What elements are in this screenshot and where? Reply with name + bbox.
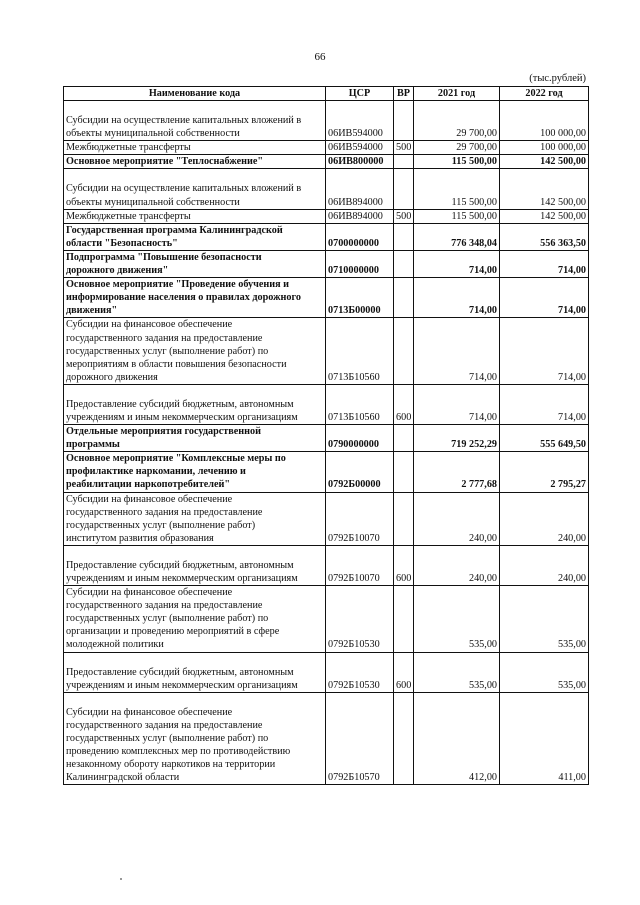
cell-name-line: незаконному обороту наркотиков на территории — [66, 759, 276, 771]
cell-name — [64, 384, 326, 424]
cell-code: 0792Б10570 — [326, 692, 394, 785]
page-number: 66 — [314, 51, 326, 63]
table-row — [64, 141, 589, 155]
cell-name-line: Субсидии на финансовое обеспечение — [66, 319, 233, 331]
header-2022: 2022 год — [500, 87, 589, 101]
cell-2022: 100 000,00 — [500, 141, 589, 155]
cell-name — [64, 452, 326, 492]
cell-name-line: объекты муниципальной собственности — [66, 196, 240, 208]
cell-2022: 555 649,50 — [500, 425, 589, 452]
cell-name-line: информирование населения о правилах дорожного — [66, 292, 301, 304]
cell-2022: 714,00 — [500, 278, 589, 318]
cell-name-line — [66, 653, 323, 666]
cell-vr — [394, 318, 414, 384]
cell-vr — [394, 278, 414, 318]
cell-code: 0700000000 — [326, 223, 394, 250]
cell-2022: 714,00 — [500, 250, 589, 277]
cell-name-line: государственного задания на предоставление — [66, 332, 263, 344]
cell-code: 0713Б00000 — [326, 278, 394, 318]
cell-name-line: учреждениям и иным некоммерческим организациям — [66, 679, 298, 691]
cell-name-line: институтом развития образования — [66, 532, 214, 544]
cell-2022: 535,00 — [500, 586, 589, 652]
cell-name-line: государственного задания на предоставление — [66, 600, 263, 612]
cell-name-line: Субсидии на финансовое обеспечение — [66, 493, 233, 505]
cell-vr: 500 — [394, 141, 414, 155]
cell-2021: 29 700,00 — [414, 101, 500, 141]
cell-name-line: государственных услуг (выполнение работ) по — [66, 345, 269, 357]
cell-2021: 535,00 — [414, 586, 500, 652]
cell-name-line: программы — [66, 439, 120, 451]
table-row — [64, 101, 589, 141]
cell-code: 06ИВ594000 — [326, 141, 394, 155]
cell-vr: 600 — [394, 545, 414, 585]
table-body — [64, 101, 589, 785]
cell-name-line: дорожного движения — [66, 371, 158, 383]
header-vr: ВР — [394, 87, 414, 101]
cell-name-line: Межбюджетные трансферты — [66, 142, 191, 154]
cell-name-line: государственных услуг (выполнение работ) — [66, 519, 256, 531]
cell-2021: 240,00 — [414, 545, 500, 585]
cell-2021: 240,00 — [414, 492, 500, 545]
cell-code: 0713Б10560 — [326, 318, 394, 384]
cell-name-line: государственных услуг (выполнение работ) по — [66, 732, 269, 744]
table-header-row — [64, 87, 589, 101]
cell-name — [64, 101, 326, 141]
table-row — [64, 692, 589, 785]
header-2021: 2021 год — [414, 87, 500, 101]
table-row — [64, 586, 589, 652]
cell-name-line: Подпрограмма "Повышение безопасности — [66, 251, 262, 263]
table-row — [64, 278, 589, 318]
table-row — [64, 318, 589, 384]
cell-name — [64, 492, 326, 545]
cell-vr: 600 — [394, 652, 414, 692]
cell-name-line: объекты муниципальной собственности — [66, 128, 240, 140]
cell-vr — [394, 155, 414, 169]
cell-name-line: учреждениям и иным некоммерческим организациям — [66, 573, 298, 584]
cell-name — [64, 586, 326, 652]
cell-vr — [394, 169, 414, 209]
table-row — [64, 209, 589, 223]
cell-name-line: Отдельные мероприятия государственной — [66, 426, 262, 438]
cell-2021: 115 500,00 — [414, 209, 500, 223]
table-row — [64, 652, 589, 692]
cell-name — [64, 652, 326, 692]
cell-name — [64, 155, 326, 169]
cell-name — [64, 545, 326, 585]
cell-name-line: Субсидии на финансовое обеспечение — [66, 706, 233, 718]
cell-2022: 240,00 — [500, 545, 589, 585]
cell-code: 0792Б10070 — [326, 545, 394, 585]
cell-name-line: Субсидии на осуществление капитальных вложений в — [66, 115, 302, 127]
cell-name-line: Межбюджетные трансферты — [66, 210, 191, 222]
cell-name-line: движения" — [66, 305, 118, 317]
cell-2021: 115 500,00 — [414, 169, 500, 209]
cell-name-line — [66, 169, 323, 182]
cell-name-line — [66, 101, 323, 114]
cell-name-line: государственных услуг (выполнение работ) по — [66, 613, 269, 625]
cell-vr: 600 — [394, 384, 414, 424]
table-row — [64, 425, 589, 452]
cell-2021: 535,00 — [414, 652, 500, 692]
cell-name-line: Основное мероприятие "Теплоснабжение" — [66, 156, 264, 168]
cell-name-line — [66, 546, 323, 559]
cell-code: 0792Б10070 — [326, 492, 394, 545]
cell-name — [64, 692, 326, 785]
cell-vr — [394, 452, 414, 492]
cell-name-line: Калининградской области — [66, 772, 180, 784]
table-row — [64, 250, 589, 277]
cell-2021: 714,00 — [414, 250, 500, 277]
cell-2021: 719 252,29 — [414, 425, 500, 452]
cell-2022: 240,00 — [500, 492, 589, 545]
cell-2022: 714,00 — [500, 318, 589, 384]
cell-vr — [394, 492, 414, 545]
cell-code: 0792Б00000 — [326, 452, 394, 492]
scan-speck — [120, 878, 122, 880]
cell-2021: 714,00 — [414, 384, 500, 424]
cell-name — [64, 278, 326, 318]
cell-2021: 2 777,68 — [414, 452, 500, 492]
cell-name-line: Предоставление субсидий бюджетным, автономным — [66, 398, 294, 410]
cell-name-line: дорожного движения" — [66, 265, 169, 277]
cell-code: 0710000000 — [326, 250, 394, 277]
cell-name-line: государственного задания на предоставление — [66, 719, 263, 731]
cell-2022: 142 500,00 — [500, 169, 589, 209]
cell-name-line — [66, 385, 323, 398]
cell-2021: 29 700,00 — [414, 141, 500, 155]
cell-name-line: государственного задания на предоставление — [66, 506, 263, 518]
table-row — [64, 169, 589, 209]
cell-name-line: Предоставление субсидий бюджетным, автономным — [66, 666, 294, 678]
cell-2022: 142 500,00 — [500, 155, 589, 169]
cell-2022: 142 500,00 — [500, 209, 589, 223]
cell-code: 06ИВ894000 — [326, 169, 394, 209]
header-code: ЦСР — [326, 87, 394, 101]
cell-2022: 411,00 — [500, 692, 589, 785]
cell-vr — [394, 250, 414, 277]
cell-name — [64, 250, 326, 277]
cell-2022: 556 363,50 — [500, 223, 589, 250]
cell-2022: 2 795,27 — [500, 452, 589, 492]
cell-code: 0713Б10560 — [326, 384, 394, 424]
budget-table — [63, 86, 589, 785]
cell-code: 0792Б10530 — [326, 586, 394, 652]
cell-code: 06ИВ800000 — [326, 155, 394, 169]
cell-vr — [394, 223, 414, 250]
cell-vr — [394, 425, 414, 452]
cell-2021: 714,00 — [414, 318, 500, 384]
unit-note: (тыс.рублей) — [529, 73, 586, 84]
cell-name-line: Основное мероприятие "Комплексные меры по — [66, 453, 286, 465]
table-row — [64, 545, 589, 585]
table-row — [64, 452, 589, 492]
cell-2022: 535,00 — [500, 652, 589, 692]
cell-name — [64, 425, 326, 452]
cell-name-line: Предоставление субсидий бюджетным, автономным — [66, 559, 294, 571]
header-name: Наименование кода — [64, 87, 326, 101]
cell-name-line — [66, 693, 323, 706]
cell-vr — [394, 101, 414, 141]
cell-name-line: Основное мероприятие "Проведение обучения и — [66, 279, 290, 291]
table-row — [64, 492, 589, 545]
cell-name-line: учреждениям и иным некоммерческим организациям — [66, 411, 298, 423]
cell-vr — [394, 586, 414, 652]
cell-code: 0792Б10530 — [326, 652, 394, 692]
cell-code: 06ИВ894000 — [326, 209, 394, 223]
cell-2021: 714,00 — [414, 278, 500, 318]
cell-name — [64, 169, 326, 209]
cell-2021: 776 348,04 — [414, 223, 500, 250]
cell-name-line: мероприятиям в области повышения безопасности — [66, 358, 287, 370]
cell-name-line: области "Безопасность" — [66, 237, 178, 249]
cell-name-line: реабилитации наркопотребителей" — [66, 479, 231, 491]
cell-name-line: Государственная программа Калининградской — [66, 224, 283, 236]
cell-name — [64, 318, 326, 384]
cell-name — [64, 209, 326, 223]
cell-name — [64, 223, 326, 250]
cell-2022: 714,00 — [500, 384, 589, 424]
cell-code: 06ИВ594000 — [326, 101, 394, 141]
cell-name-line: Субсидии на осуществление капитальных вложений в — [66, 183, 302, 195]
cell-name-line: молодежной политики — [66, 639, 164, 651]
cell-2022: 100 000,00 — [500, 101, 589, 141]
cell-name-line: организации и проведению мероприятий в сфере — [66, 626, 280, 638]
cell-name-line: профилактике наркомании, лечению и — [66, 466, 246, 478]
table-row — [64, 223, 589, 250]
cell-2021: 412,00 — [414, 692, 500, 785]
cell-name-line: проведению комплексных мер по противодействию — [66, 746, 291, 758]
table-row — [64, 384, 589, 424]
cell-name — [64, 141, 326, 155]
cell-vr: 500 — [394, 209, 414, 223]
cell-vr — [394, 692, 414, 785]
table-row — [64, 155, 589, 169]
cell-2021: 115 500,00 — [414, 155, 500, 169]
cell-code: 0790000000 — [326, 425, 394, 452]
cell-name-line: Субсидии на финансовое обеспечение — [66, 587, 233, 599]
